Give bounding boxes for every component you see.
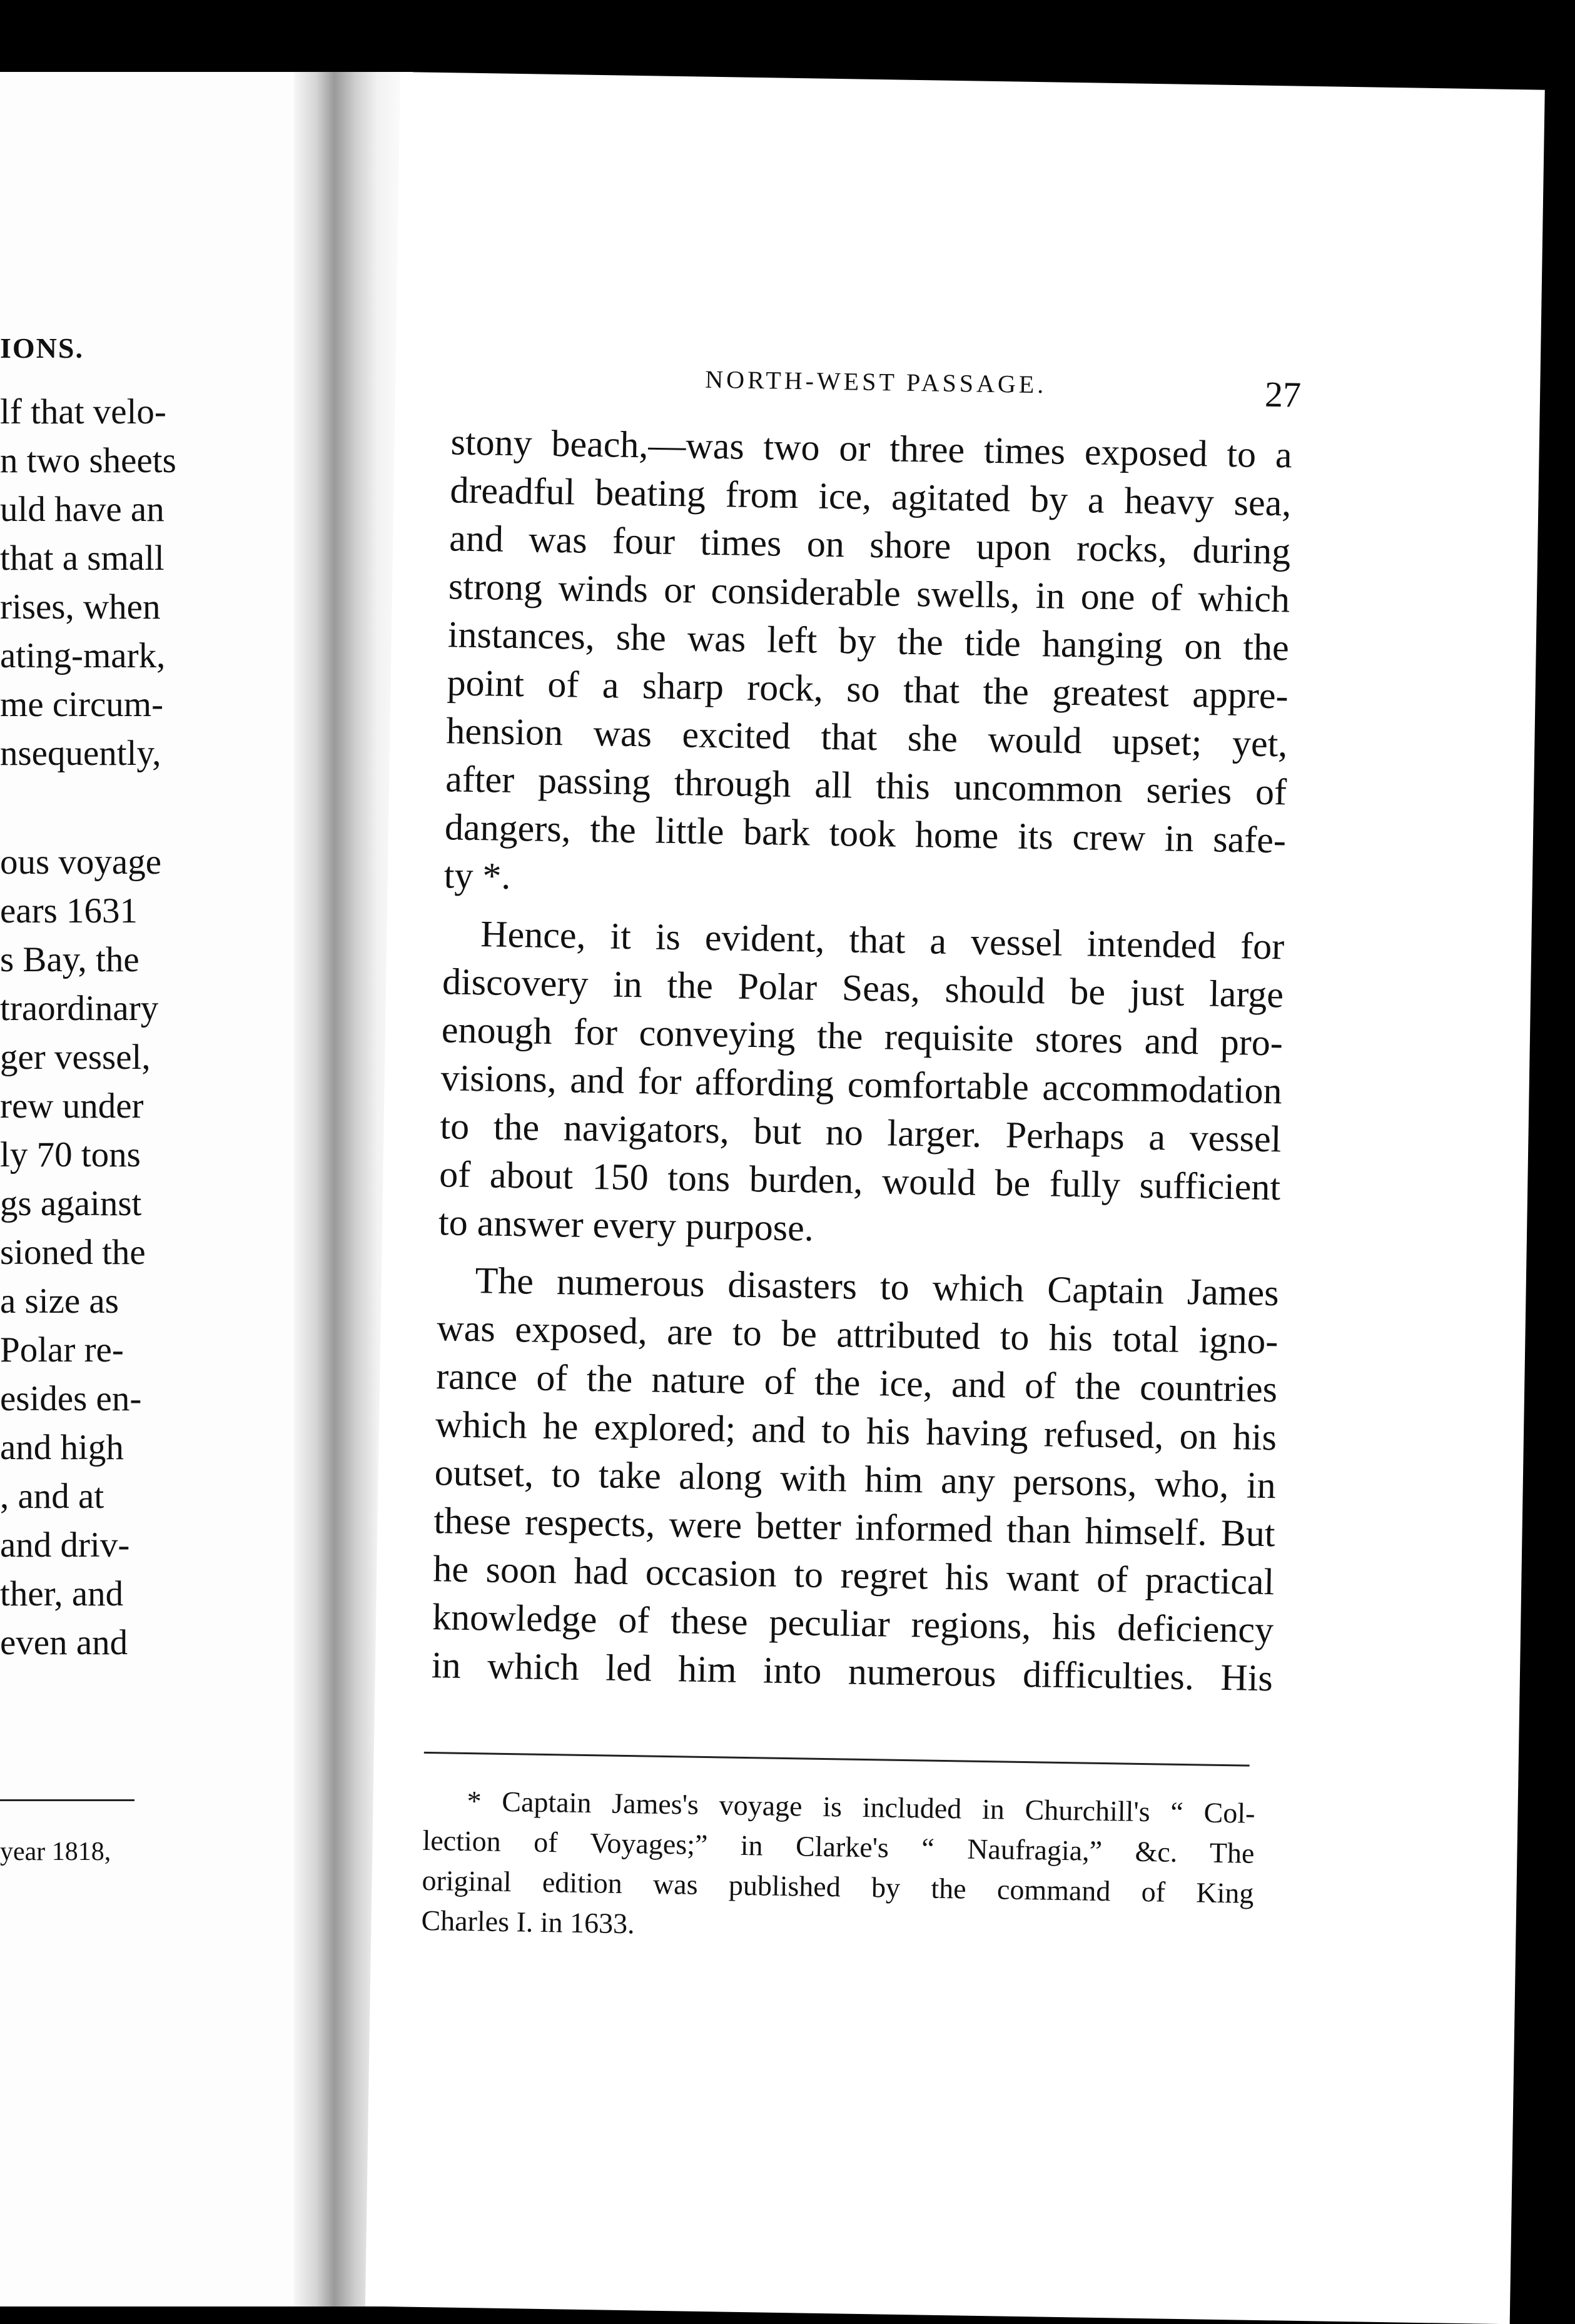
left-line: esides en- (0, 1379, 142, 1418)
body-line: was exposed, are to be attributed to his total igno- (436, 1307, 1279, 1362)
left-line: Polar re- (0, 1330, 124, 1370)
left-line: a size as (0, 1281, 119, 1321)
left-line: ating-mark, (0, 636, 166, 675)
footnote-line: lection of Voyages;” in Clarke's “ Naufragia,” &c. The (422, 1824, 1255, 1869)
left-line: gs against (0, 1184, 142, 1223)
body-line: and was four times on shore upon rocks, during (448, 517, 1291, 572)
body-line: of about 150 tons burden, would be fully sufficient (438, 1153, 1281, 1208)
left-page-header: IONS. (0, 332, 84, 364)
left-footnote: year 1818, (0, 1837, 111, 1866)
left-line: ly 70 tons (0, 1135, 141, 1175)
left-line: ther, and (0, 1574, 124, 1614)
left-line: uld have an (0, 490, 165, 529)
body-line: dangers, the little bark took home its crew in safe- (444, 806, 1287, 861)
body-line: strong winds or considerable swells, in one of which (448, 565, 1290, 620)
left-line: and high (0, 1428, 124, 1467)
footnote-rule (424, 1752, 1250, 1767)
body-line: to answer every purpose. (438, 1201, 814, 1249)
running-head: NORTH-WEST PASSAGE. (704, 365, 1047, 399)
left-footnote-rule (0, 1799, 134, 1801)
body-line: outset, to take along with him any persons, who, in (434, 1452, 1277, 1507)
body-line: The numerous disasters to which Captain James (475, 1260, 1280, 1314)
left-line: n two sheets (0, 441, 176, 480)
footnote-line: * Captain James's voyage is included in Churchill's “ Col- (467, 1785, 1255, 1829)
right-page (365, 72, 1545, 2324)
body-line: which he explored; and to his having refused, on his (435, 1403, 1277, 1458)
body-line: stony beach,—was two or three times exposed to a (450, 421, 1293, 476)
left-line: me circum- (0, 685, 164, 724)
body-line: rance of the nature of the ice, and of the countries (435, 1355, 1278, 1410)
page-number: 27 (1264, 373, 1302, 415)
left-line: traordinary (0, 989, 159, 1028)
body-line: in which led him into numerous difficulties. His (431, 1644, 1274, 1699)
body-line: hension was excited that she would upset; yet, (445, 710, 1288, 765)
body-line: these respects, were better informed than himself. But (433, 1500, 1275, 1555)
left-line: even and (0, 1623, 128, 1662)
left-line: sioned the (0, 1233, 146, 1272)
body-line: discovery in the Polar Seas, should be just large (442, 961, 1284, 1016)
body-line: visions, and for affording comfortable accommodation (440, 1057, 1283, 1112)
footnote-line: original edition was published by the command of King (422, 1864, 1254, 1909)
left-line: rew under (0, 1086, 144, 1126)
body-line: after passing through all this uncommon series of (445, 758, 1287, 813)
left-line: ous voyage (0, 842, 162, 882)
left-line: ears 1631 (0, 891, 138, 931)
left-line: , and at (0, 1477, 104, 1516)
left-line: lf that velo- (0, 392, 166, 432)
scan-edge (1545, 0, 1575, 2306)
body-line: ty *. (443, 854, 512, 897)
body-line: to the navigators, but no larger. Perhaps a vessel (440, 1105, 1282, 1160)
body-line: enough for conveying the requisite stores and pro- (441, 1009, 1284, 1064)
body-line: dreadful beating from ice, agitated by a heavy sea, (449, 469, 1292, 524)
body-line: he soon had occasion to regret his want of practical (432, 1548, 1275, 1603)
left-line: that a small (0, 538, 165, 578)
body-line: knowledge of these peculiar regions, his deficiency (432, 1596, 1274, 1651)
left-line: rises, when (0, 587, 161, 627)
body-line: Hence, it is evident, that a vessel intended for (480, 913, 1285, 967)
body-line: point of a sharp rock, so that the greatest appre- (447, 662, 1289, 717)
left-line: nsequently, (0, 734, 161, 773)
left-line: and driv- (0, 1525, 130, 1565)
left-line: ger vessel, (0, 1038, 151, 1077)
footnote-line: Charles I. in 1633. (421, 1904, 636, 1940)
body-line: instances, she was left by the tide hanging on the (447, 614, 1290, 669)
left-page (0, 72, 294, 2306)
left-line: s Bay, the (0, 940, 139, 979)
